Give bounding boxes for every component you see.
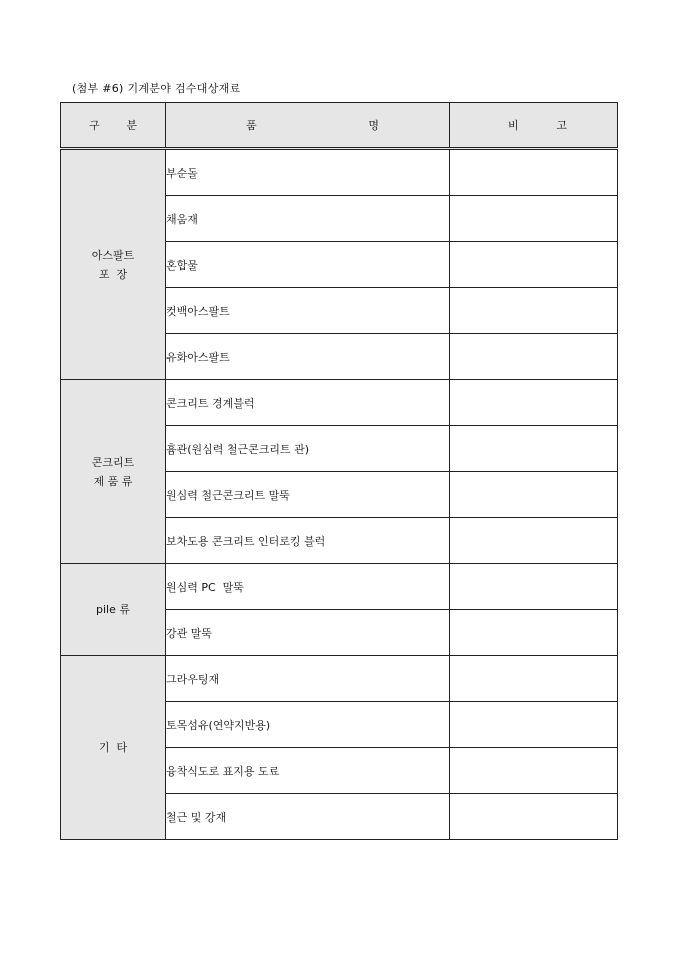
header-category-char-2: 분 (126, 119, 137, 132)
item-cell: 철근 및 강재 (166, 794, 450, 840)
item-cell: 융착식도로 표지용 도료 (166, 748, 450, 794)
category-label-line: 포 장 (98, 267, 128, 281)
remarks-cell (450, 610, 618, 656)
table-header-row (61, 103, 618, 149)
remarks-cell (450, 656, 618, 702)
item-cell: 원심력 철근콘크리트 말뚝 (166, 472, 450, 518)
category-cell-asphalt (61, 149, 166, 380)
header-item-char-2: 명 (368, 119, 379, 132)
item-cell: 원심력 PC 말뚝 (166, 564, 450, 610)
category-label-line: 기 타 (98, 741, 128, 754)
remarks-cell (450, 380, 618, 426)
table-row (61, 656, 618, 702)
remarks-cell (450, 426, 618, 472)
remarks-cell (450, 702, 618, 748)
remarks-cell (450, 196, 618, 242)
item-cell: 컷백아스팔트 (166, 288, 450, 334)
item-cell: 유화아스팔트 (166, 334, 450, 380)
category-cell-pile (61, 564, 166, 656)
item-cell: 콘크리트 경계블럭 (166, 380, 450, 426)
remarks-cell (450, 149, 618, 196)
category-label-line: 콘크리트 (91, 455, 135, 469)
item-cell: 흄관(원심력 철근콘크리트 관) (166, 426, 450, 472)
item-cell: 그라우팅재 (166, 656, 450, 702)
category-cell-concrete (61, 380, 166, 564)
category-label-line: 아스팔트 (91, 248, 135, 262)
header-item-char-1: 품 (246, 119, 257, 132)
category-label-line: pile 류 (96, 603, 130, 616)
remarks-cell (450, 748, 618, 794)
category-label-line: 제 품 류 (93, 474, 133, 488)
category-cell-other (61, 656, 166, 840)
remarks-cell (450, 518, 618, 564)
header-remarks-char-2: 고 (556, 119, 567, 132)
header-category-char-1: 구 (89, 119, 100, 132)
header-item-name (166, 103, 450, 149)
item-cell: 토목섬유(연약지반용) (166, 702, 450, 748)
header-category (61, 103, 166, 149)
item-cell: 혼합물 (166, 242, 450, 288)
remarks-cell (450, 472, 618, 518)
item-cell: 보차도용 콘크리트 인터로킹 블럭 (166, 518, 450, 564)
document-caption: (첨부 #6) 기계분야 검수대상재료 (72, 82, 241, 95)
table-row (61, 149, 618, 196)
item-cell: 채움재 (166, 196, 450, 242)
remarks-cell (450, 334, 618, 380)
header-remarks-char-1: 비 (508, 119, 519, 132)
remarks-cell (450, 564, 618, 610)
remarks-cell (450, 794, 618, 840)
table-row (61, 380, 618, 426)
header-remarks (450, 103, 618, 149)
item-cell: 강관 말뚝 (166, 610, 450, 656)
table-row (61, 564, 618, 610)
remarks-cell (450, 288, 618, 334)
inspection-materials-table (60, 102, 618, 840)
item-cell: 부순돌 (166, 149, 450, 196)
remarks-cell (450, 242, 618, 288)
